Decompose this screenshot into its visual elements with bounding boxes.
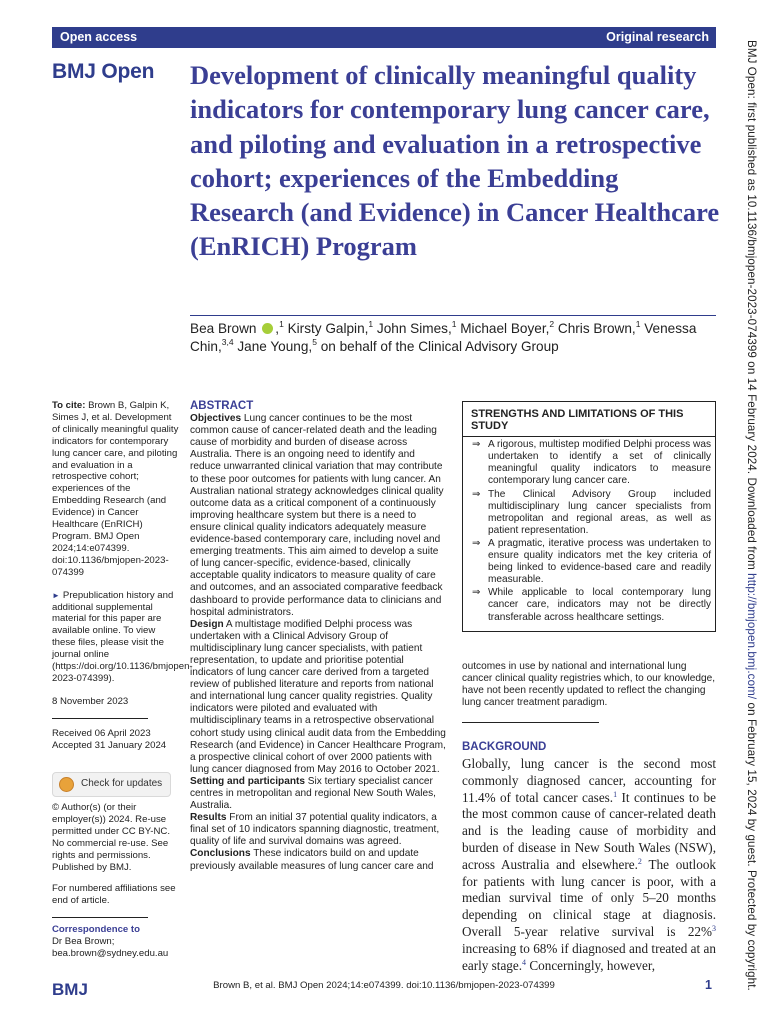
reference-marker: 3 — [712, 923, 716, 933]
reference-marker: 1 — [368, 319, 374, 329]
abstract-setting: Setting and participants Six tertiary specialist cancer centres in metropolitan and regional New South Wales, Australia. — [190, 775, 436, 812]
reference-marker: 4 — [522, 957, 527, 967]
journal-logo: BMJ Open — [52, 60, 155, 83]
accepted-date: Accepted 31 January 2024 — [52, 739, 167, 751]
check-updates-label: Check for updates — [81, 778, 163, 789]
reference-marker: 2 — [637, 856, 642, 866]
divider — [52, 917, 148, 918]
triangle-icon: ► — [52, 590, 60, 600]
journal-link[interactable]: http://bmjopen.bmj.com/ — [745, 573, 758, 700]
top-banner — [52, 27, 716, 48]
list-item: ⇒ The Clinical Advisory Group included multidisciplinary lung cancer specialists from metropolitan and regional areas, as well as patient representation. — [472, 488, 711, 536]
correspondence-name: Dr Bea Brown; — [52, 936, 115, 948]
prepub-note — [52, 589, 193, 685]
left-sidebar — [52, 400, 193, 752]
box-divider — [463, 436, 715, 437]
footer-citation: Brown B, et al. BMJ Open 2024;14:e074399. doi:10.1136/bmjopen-2023-074399 — [213, 980, 555, 991]
footer-logo: BMJ — [52, 980, 88, 999]
strengths-list — [467, 439, 711, 623]
crossmark-icon — [59, 777, 74, 792]
arrow-icon: ⇒ — [472, 439, 481, 451]
abstract-conclusions: Conclusions These indicators build on and update previously available measures of lung cancer care and — [190, 848, 434, 872]
abstract-design: Design A multistage modified Delphi process was undertaken with a Clinical Advisory Group of multidisciplinary lung cancer specialists, with patient representation, to update and prioritise potential indicators of lung cancer care derived from a targeted review of published literature and reports from national and international lung cancer quality registries. Quality indicators were piloted and evaluated with multidisciplinary teams in a retrospective observational cohort study using clinical audit data from the Embedding Research (and Evidence) in Cancer Healthcare Program, a prospective clinical cohort of over 2000 patients with lung cancer diagnosed from May 2016 to October 2021. — [190, 618, 446, 775]
article-title: Development of clinically meaningful quality indicators for contemporary lung cancer care, and piloting and evaluation in a retrospective cohort; experiences of the Embedding Research (and Evidence) in Cancer Healthcare (EnRICH) Program — [190, 60, 720, 262]
arrow-icon: ⇒ — [472, 587, 481, 599]
strengths-heading: STRENGTHS AND LIMITATIONS OF THIS STUDY — [471, 408, 684, 433]
reference-marker: 1 — [279, 319, 284, 329]
affiliations-note: For numbered affiliations see end of article. — [52, 883, 176, 907]
correspondence-heading: Correspondence to — [52, 924, 140, 936]
prepub-text[interactable]: Prepublication history and additional supplemental material for this paper are available online. To view these files, please visit the journal online (https://doi.org/10.1136/bmjopen-2023-074399). — [52, 589, 193, 684]
abstract-heading: ABSTRACT — [190, 400, 254, 412]
side-download-note: BMJ Open: first published as 10.1136/bmjopen-2023-074399 on 14 February 2024. Downloaded from http://bmjopen.bmj.com/ on February 15, 2024 by guest. Protected by copyright. — [745, 40, 758, 991]
title-divider — [190, 315, 716, 316]
background-body: Globally, lung cancer is the second most commonly diagnosed cancer, accounting for 11.4% of total cancer cases.$^1$ It continues to be the most common cause of cancer-related death and is the leading cause of morbidity and burden of disease in New South Wales (NSW), across Australia and elsewhere.$^2$ The outlook for patients with lung cancer is poor, with a median survival time of only 5–20 months depending on clinical stage at diagnosis. Overall 5-year relative survival is 22%$^3$ increasing to 68% if diagnosed and treated at an early stage.$^4$ Concerningly, however, — [462, 756, 717, 973]
date-first: 8 November 2023 — [52, 695, 129, 707]
reference-marker: 5 — [312, 337, 317, 347]
list-item: ⇒ While applicable to local contemporary lung cancer care, indicators may not be directly transferable across healthcare settings. — [472, 587, 711, 623]
arrow-icon: ⇒ — [472, 537, 481, 549]
author-list: Bea Brown ,$^1$ Kirsty Galpin,$^1$ John Simes,$^1$ Michael Boyer,$^2$ Chris Brown,$^1$ Venessa Chin,$^{3,4}$ Jane Young,$^5$ on behalf of the Clinical Advisory Group — [190, 319, 697, 354]
article-type-label: Original research — [606, 30, 709, 44]
orcid-icon[interactable] — [262, 323, 273, 334]
reference-marker: 1 — [635, 319, 641, 329]
divider — [462, 722, 599, 723]
reference-marker: 2 — [549, 319, 555, 329]
cite-text: Brown B, Galpin K, Simes J, et al. Development of clinically meaningful quality indicators for contemporary lung cancer care, and piloting and evaluation in a retrospective cohort; experiences of the Embedding Research (and Evidence) in Cancer Healthcare (EnRICH) Program. BMJ Open 2024;14:e074399. doi:10.1136/bmjopen-2023-074399 — [52, 400, 179, 578]
open-access-label: Open access — [60, 30, 138, 44]
check-for-updates-button[interactable] — [52, 772, 171, 797]
page-number: 1 — [705, 978, 712, 992]
left-sidebar-lower — [52, 802, 180, 960]
reference-marker: 1 — [451, 319, 457, 329]
arrow-icon: ⇒ — [472, 488, 481, 500]
background-heading: BACKGROUND — [462, 741, 547, 753]
strengths-limitations-box — [462, 401, 716, 632]
cite-label: To cite: — [52, 400, 86, 411]
abstract — [190, 400, 446, 873]
list-item: ⇒ A rigorous, multistep modified Delphi process was undertaken to identify a set of clinically meaningful quality indicators to measure contemporary lung cancer care. — [472, 439, 711, 487]
reference-marker: 3,4 — [221, 337, 234, 347]
correspondence-email[interactable]: bea.brown@sydney.edu.au — [52, 948, 169, 960]
abstract-results: Results From an initial 37 potential quality indicators, a final set of 10 indicators spanning diagnostic, treatment, quality of life and survival domains was agreed. — [190, 812, 440, 848]
abstract-continued: outcomes in use by national and international lung cancer clinical quality registries which, to our knowledge, have not been recently updated to reflect the changing lung cancer treatment paradigm. — [462, 661, 716, 709]
divider — [52, 718, 148, 719]
copyright-text: © Author(s) (or their employer(s)) 2024. Re-use permitted under CC BY-NC. No commercial re-use. See rights and permissions. Published by BMJ. — [52, 802, 171, 873]
reference-marker: 1 — [613, 789, 618, 799]
abstract-objectives: Objectives Lung cancer continues to be the most common cause of cancer-related death and the leading cause of morbidity and burden of disease across Australia. There is an ongoing need to identify and reduce unwarranted clinical variation that may contribute to these poor outcomes for patients with lung cancer. An Australian national strategy acknowledges clinical quality outcome data as a critical component of a continuously improving healthcare system but there is a need to ensure clinical quality indicators adequately measure evidence-based contemporary care, including novel and emerging treatments. This aim aimed to develop a suite of lung cancer-specific, evidence-based, clinically acceptable quality indicators to measure quality of care and outcomes, and an associated comparative feedback dashboard to provide performance data to clinicians and hospital administrators. — [190, 413, 444, 618]
citation-block — [52, 400, 180, 579]
received-date: Received 06 April 2023 — [52, 727, 151, 739]
list-item: ⇒ A pragmatic, iterative process was undertaken to ensure quality indicators met the key criteria of being linked to evidence-based care and readily measurable. — [472, 537, 711, 586]
